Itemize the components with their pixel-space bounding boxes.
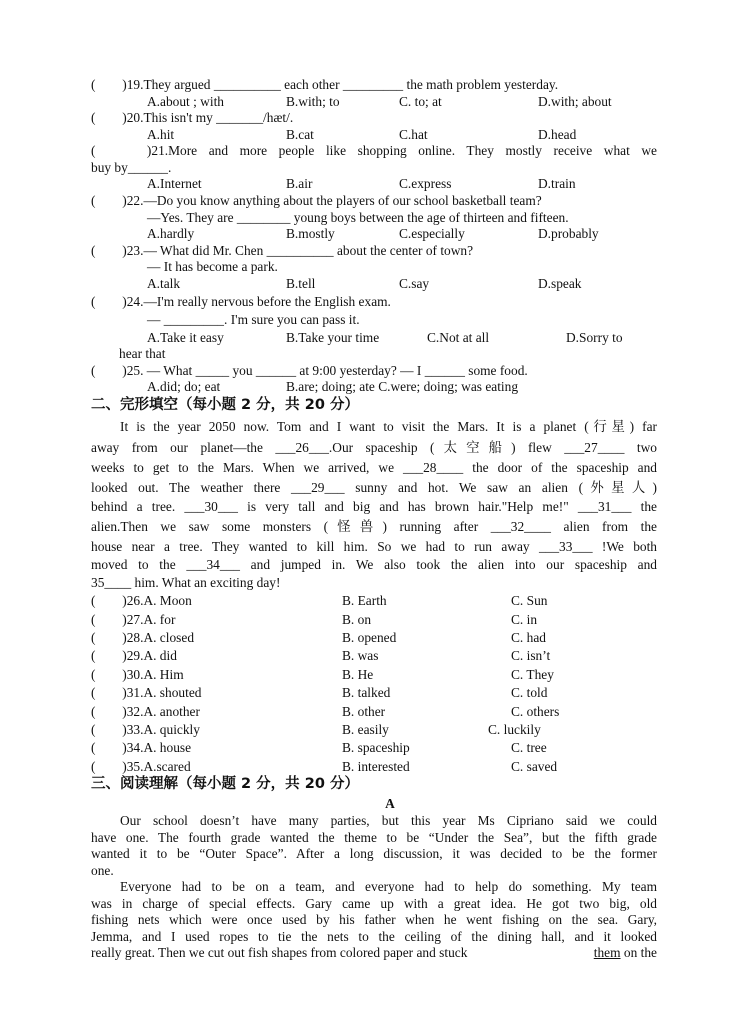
reading-line-6: was in charge of special effects. Gary came up with a great idea. He got two big, old: [91, 896, 657, 911]
reading-line-9-end: [594, 944, 657, 961]
reading-line-2: have one. The fourth grade wanted the theme to be “Under the Sea”, but the fifth grade: [91, 830, 657, 845]
cloze-q28-c: C. had: [511, 630, 546, 645]
q20-option-c: C.hat: [399, 127, 428, 142]
q22-option-d: D.probably: [538, 226, 599, 241]
reading-line-1: Our school doesn’t have many parties, but this year Ms Cipriano said we could: [120, 813, 657, 828]
cloze-q31-b: B. talked: [342, 685, 391, 700]
q22-stem-cont: —Yes. They are ________ young boys between the age of thirteen and fifteen.: [147, 210, 569, 225]
q19-option-d: D.with; about: [538, 94, 612, 109]
cloze-q35-c: C. saved: [511, 759, 558, 774]
cloze-q35-b: B. interested: [342, 759, 410, 774]
q21-option-a: A.Internet: [147, 176, 202, 191]
reading-line-7: fishing nets which were once used by his father when he went fishing on the sea. Gary,: [91, 912, 657, 927]
reading-line-4: one.: [91, 863, 114, 878]
cloze-q34-c: C. tree: [511, 740, 547, 755]
reading-line-9-tail: on the: [623, 945, 657, 960]
q24-option-c: C.Not at all: [427, 330, 490, 345]
q19-option-c: C. to; at: [399, 94, 442, 109]
cloze-line-3: weeks to get to the Mars. When we arrived, we ___28____ the door of the spaceship and: [91, 460, 657, 475]
cloze-q29-c: C. isn’t: [511, 648, 551, 663]
cloze-line-9: 35____ him. What an exciting day!: [91, 575, 281, 590]
cloze-q26-c: C. Sun: [511, 593, 548, 608]
q24-option-d: D.Sorry to: [566, 330, 623, 345]
q24-option-d-cont: hear that: [119, 346, 166, 361]
passage-label: A: [385, 796, 395, 811]
cloze-q26-b: B. Earth: [342, 593, 387, 608]
cloze-q34-a: ( )34.A. house: [91, 740, 192, 755]
q24-option-a: A.Take it easy: [147, 330, 224, 345]
q25-stem: ( )25. — What _____ you ______ at 9:00 yesterday? — I ______ some food.: [91, 363, 528, 378]
cloze-q33-a: ( )33.A. quickly: [91, 722, 200, 737]
cloze-q30-a: ( )30.A. Him: [91, 667, 184, 682]
cloze-q34-b: B. spaceship: [342, 740, 410, 755]
cloze-q27-c: C. in: [511, 612, 538, 627]
cloze-q27-b: B. on: [342, 612, 372, 627]
reading-line-5: Everyone had to be on a team, and everyone had to help do something. My team: [120, 879, 657, 894]
q19-option-b: B.with; to: [286, 94, 340, 109]
q21-option-d: D.train: [538, 176, 576, 191]
q22-option-c: C.especially: [399, 226, 465, 241]
q21-stem: ( )21.More and more people like shopping online. They mostly receive what we: [91, 143, 657, 158]
q24-option-b: B.Take your time: [286, 330, 380, 345]
section-reading-title: 三、阅读理解（每小题 2 分，共 20 分）: [91, 776, 359, 792]
cloze-q32-c: C. others: [511, 704, 560, 719]
q19-stem: ( )19.They argued __________ each other _________ the math problem yesterday.: [91, 77, 559, 92]
q19-option-a: A.about ; with: [147, 94, 224, 109]
cloze-q35-a: ( )35.A.scared: [91, 759, 191, 774]
cloze-q32-a: ( )32.A. another: [91, 704, 200, 719]
q25-option-bc: B.are; doing; ate C.were; doing; was eating: [286, 379, 519, 394]
cloze-q28-b: B. opened: [342, 630, 397, 645]
cloze-line-7: house near a tree. They wanted to kill him. So we had to run away ___33___ !We both: [91, 539, 657, 554]
q23-option-d: D.speak: [538, 276, 582, 291]
cloze-line-8: moved to the ___34___ and jumped in. We also took the alien into our spaceship and: [91, 557, 657, 572]
section-cloze-title: 二、完形填空（每小题 2 分，共 20 分）: [91, 397, 359, 413]
cloze-line-6: alien.Then we saw some monsters (怪兽) running after ___32____ alien from the: [91, 519, 657, 534]
reading-line-9: [91, 944, 657, 961]
cloze-line-2: away from our planet—the ___26___.Our spaceship (太空船) flew ___27____ two: [91, 440, 657, 455]
cloze-line-1: It is the year 2050 now. Tom and I want to visit the Mars. It is a planet (行星) far: [120, 419, 657, 434]
q21-stem-cont: buy by______.: [91, 160, 172, 175]
cloze-q26-a: ( )26.A. Moon: [91, 593, 192, 608]
q21-option-b: B.air: [286, 176, 313, 191]
q20-option-d: D.head: [538, 127, 577, 142]
q23-option-c: C.say: [399, 276, 430, 291]
q20-option-b: B.cat: [286, 127, 314, 142]
q20-stem: ( )20.This isn't my _______/hæt/.: [91, 110, 294, 125]
q23-option-a: A.talk: [147, 276, 181, 291]
cloze-line-5: behind a tree. ___30___ is very tall and big and has brown hair."Help me!" ___31___ the: [91, 499, 657, 514]
cloze-q33-c: C. luckily: [488, 722, 541, 737]
reading-underlined-word: them: [593, 945, 621, 960]
cloze-q31-a: ( )31.A. shouted: [91, 685, 202, 700]
cloze-q32-b: B. other: [342, 704, 386, 719]
q24-stem: ( )24.—I'm really nervous before the English exam.: [91, 294, 391, 309]
cloze-q28-a: ( )28.A. closed: [91, 630, 195, 645]
q22-option-b: B.mostly: [286, 226, 335, 241]
q24-stem-cont: — _________. I'm sure you can pass it.: [147, 312, 360, 327]
cloze-q27-a: ( )27.A. for: [91, 612, 176, 627]
cloze-q29-b: B. was: [342, 648, 379, 663]
cloze-line-4: looked out. The weather there ___29___ sunny and hot. We saw an alien (外星人): [91, 480, 657, 495]
q20-option-a: A.hit: [147, 127, 175, 142]
reading-line-3: wanted it to be “Outer Space”. After a long discussion, it was decided to be the former: [91, 846, 657, 861]
cloze-q31-c: C. told: [511, 685, 548, 700]
cloze-q29-a: ( )29.A. did: [91, 648, 177, 663]
q23-stem: ( )23.— What did Mr. Chen __________ about the center of town?: [91, 243, 474, 258]
reading-line-9-text: really great. Then we cut out fish shapes from colored paper and stuck: [91, 945, 468, 960]
q23-stem-cont: — It has become a park.: [147, 259, 278, 274]
cloze-q30-c: C. They: [511, 667, 554, 682]
q21-option-c: C.express: [399, 176, 452, 191]
cloze-q33-b: B. easily: [342, 722, 389, 737]
q23-option-b: B.tell: [286, 276, 316, 291]
q25-option-a: A.did; do; eat: [147, 379, 221, 394]
reading-line-8: Jemma, and I used ropes to tie the nets to the ceiling of the dining hall, and it looked: [91, 929, 657, 944]
q22-stem: ( )22.—Do you know anything about the players of our school basketball team?: [91, 193, 542, 208]
cloze-q30-b: B. He: [342, 667, 374, 682]
q22-option-a: A.hardly: [147, 226, 195, 241]
